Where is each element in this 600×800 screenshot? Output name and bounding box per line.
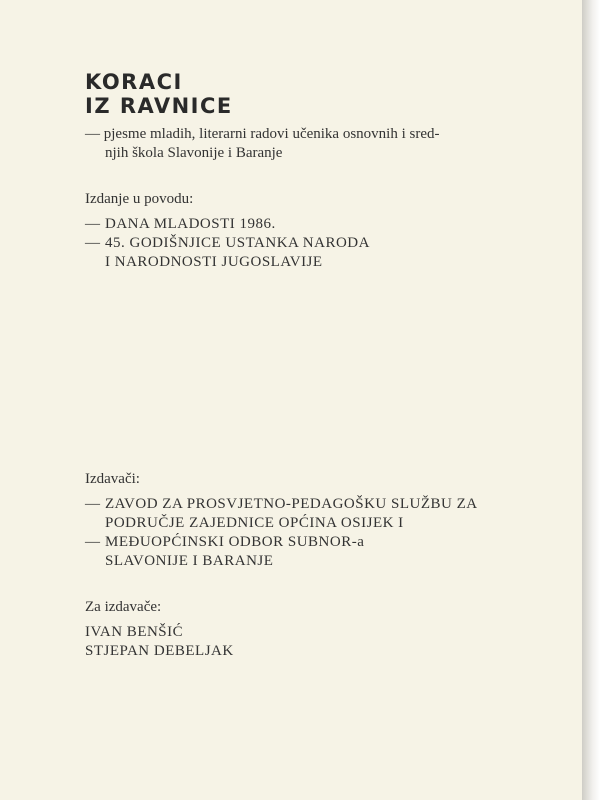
page-edge bbox=[582, 0, 600, 800]
occasion-item-line-1: 45. GODIŠNJICE USTANKA NARODA bbox=[105, 235, 370, 251]
editor-name: STJEPAN DEBELJAK bbox=[85, 643, 234, 659]
publisher-item-line-1: ZAVOD ZA PROSVJETNO-PEDAGOŠKU SLUŽBU ZA bbox=[105, 496, 478, 512]
publisher-item-line-2: PODRUČJE ZAJEDNICE OPĆINA OSIJEK I bbox=[105, 515, 404, 531]
occasion-list bbox=[85, 215, 370, 272]
dash-mark: — bbox=[85, 216, 101, 232]
for-publishers-label: Za izdavače: bbox=[85, 599, 162, 615]
for-publishers-section bbox=[85, 598, 234, 661]
subtitle-line-2: njih škola Slavonije i Baranje bbox=[105, 145, 283, 161]
dash-mark: — bbox=[85, 235, 101, 251]
dash-mark: — bbox=[85, 496, 101, 512]
publishers-section bbox=[85, 470, 478, 571]
publisher-item-line-2: SLAVONIJE I BARANJE bbox=[105, 553, 274, 569]
book-subtitle bbox=[85, 125, 515, 163]
publishers-label: Izdavači: bbox=[85, 471, 140, 487]
list-item bbox=[85, 495, 478, 533]
book-title bbox=[85, 70, 233, 118]
editor-name: IVAN BENŠIĆ bbox=[85, 624, 184, 640]
list-item bbox=[85, 215, 370, 234]
occasion-item-line-2: I NARODNOSTI JUGOSLAVIJE bbox=[105, 254, 323, 270]
subtitle-line-1: — pjesme mladih, literarni radovi učenika osnovnih i sred- bbox=[85, 126, 440, 142]
title-line-2: IZ RAVNICE bbox=[85, 94, 233, 118]
occasion-label: Izdanje u povodu: bbox=[85, 191, 194, 207]
occasion-item-line-1: DANA MLADOSTI 1986. bbox=[105, 216, 276, 232]
occasion-section bbox=[85, 190, 370, 272]
list-item bbox=[85, 234, 370, 272]
publisher-item-line-1: MEĐUOPĆINSKI ODBOR SUBNOR-a bbox=[105, 534, 365, 550]
editor-names bbox=[85, 623, 234, 661]
publishers-list bbox=[85, 495, 478, 571]
title-line-1: KORACI bbox=[85, 70, 183, 94]
dash-mark: — bbox=[85, 534, 101, 550]
list-item bbox=[85, 533, 478, 571]
